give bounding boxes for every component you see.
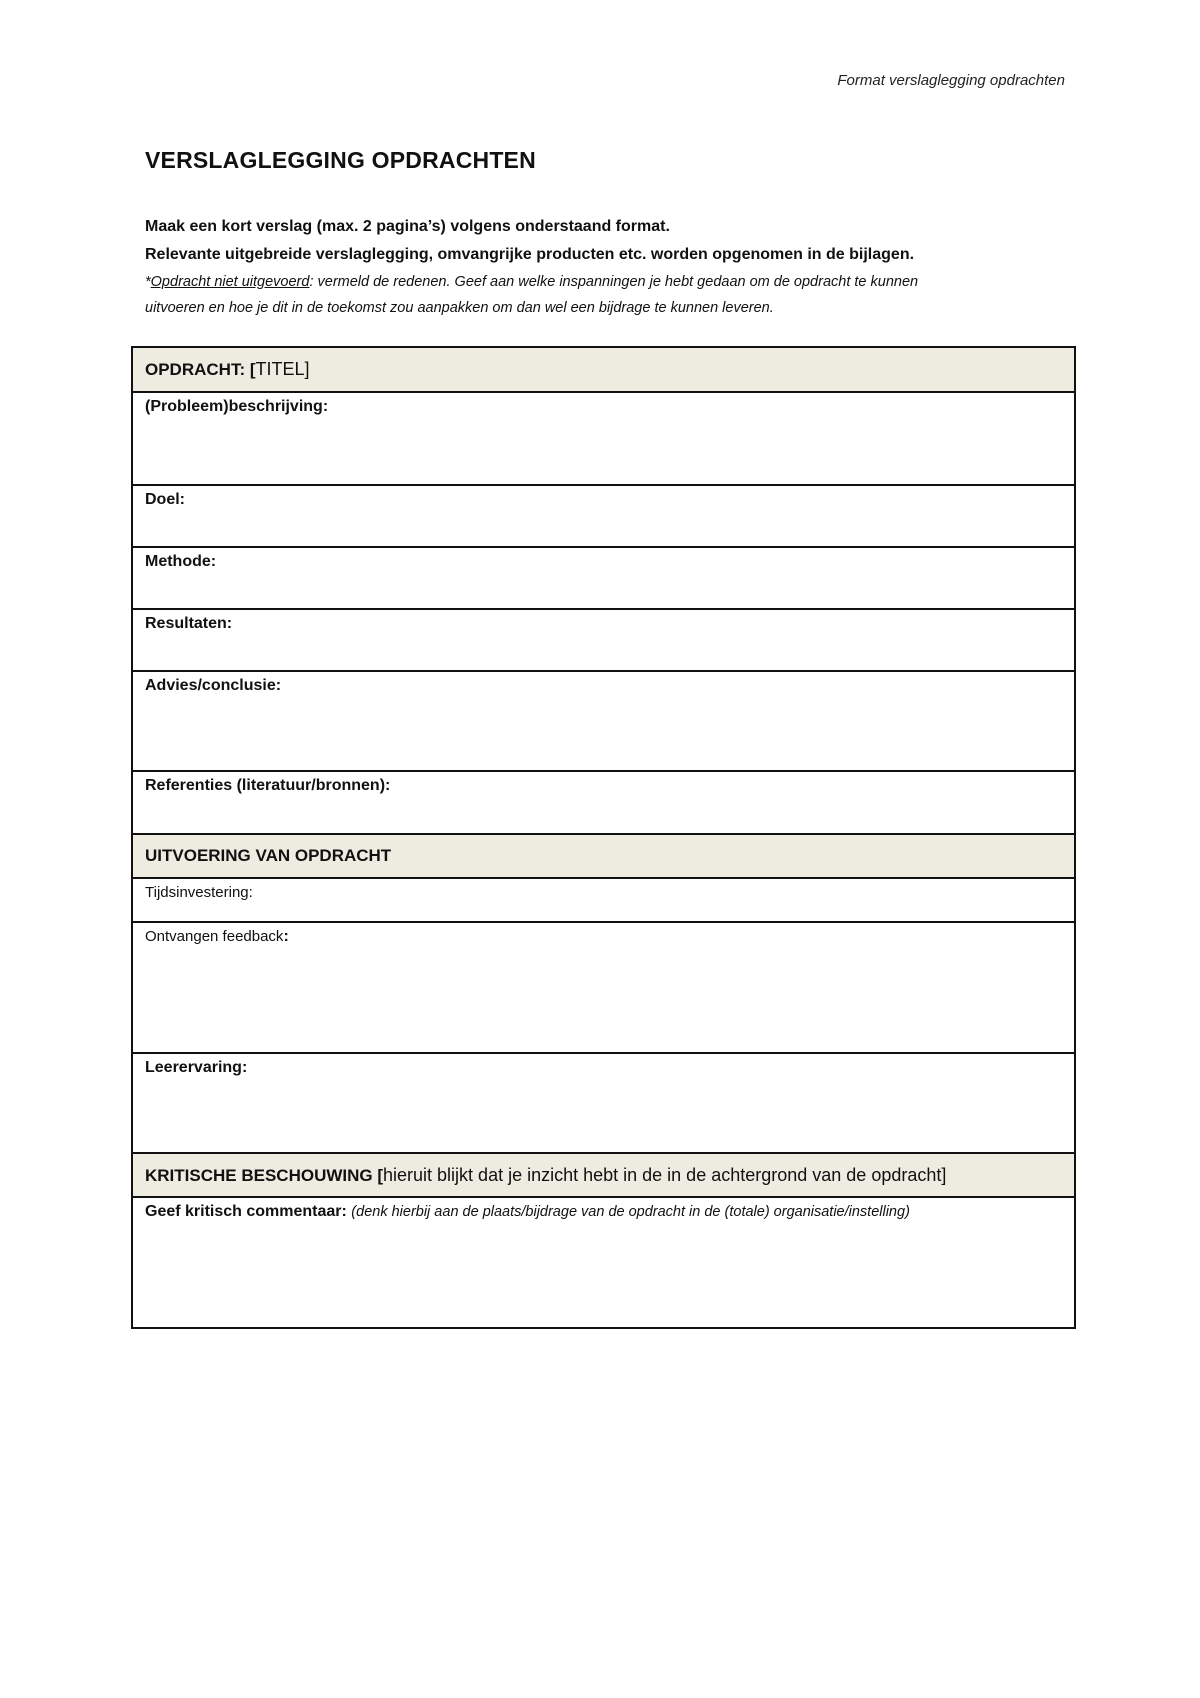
section-title-kritische-bracket: [ — [377, 1165, 384, 1185]
field-referenties[interactable] — [132, 771, 1075, 834]
form-row-doel — [132, 485, 1075, 547]
intro-note-text-1: : vermeld de redenen. Geef aan welke inspanningen je hebt gedaan om de opdracht te kunnen — [309, 274, 919, 290]
section-row-kritische-beschouwing — [132, 1153, 1075, 1197]
field-leerervaring[interactable] — [132, 1053, 1075, 1153]
field-advies-conclusie[interactable] — [132, 671, 1075, 771]
section-row-opdracht — [132, 347, 1075, 392]
field-resultaten[interactable] — [132, 609, 1075, 671]
label-leerervaring: Leerervaring: — [145, 1059, 248, 1076]
form-row-referenties — [132, 771, 1075, 834]
section-header-kritische-beschouwing — [132, 1153, 1075, 1197]
report-form-table — [131, 346, 1076, 1329]
label-ontvangen-feedback-colon: : — [283, 928, 289, 945]
field-methode[interactable] — [132, 547, 1075, 609]
label-referenties: Referenties (literatuur/bronnen): — [145, 777, 391, 794]
intro-note — [145, 269, 1065, 321]
section-title-opdracht-placeholder: TITEL] — [255, 359, 310, 379]
section-row-uitvoering — [132, 834, 1075, 878]
label-doel: Doel: — [145, 491, 185, 508]
section-header-opdracht — [132, 347, 1075, 392]
running-header: Format verslaglegging opdrachten — [837, 72, 1065, 89]
section-header-uitvoering — [132, 834, 1075, 878]
intro-block — [145, 213, 1065, 321]
field-doel[interactable] — [132, 485, 1075, 547]
label-tijdsinvestering: Tijdsinvestering: — [145, 884, 253, 901]
intro-note-text-2: uitvoeren en hoe je dit in de toekomst zou aanpakken om dan wel een bijdrage te kunnen leveren. — [145, 300, 774, 316]
section-title-kritische-beschouwing: KRITISCHE BESCHOUWING — [145, 1165, 378, 1185]
form-row-probleem — [132, 392, 1075, 485]
form-row-feedback — [132, 922, 1075, 1053]
section-title-kritische-subtitle: hieruit blijkt dat je inzicht hebt in de in de achtergrond van de opdracht] — [383, 1164, 947, 1185]
field-probleembeschrijving[interactable] — [132, 392, 1075, 485]
intro-note-prefix: * — [145, 274, 151, 290]
form-row-methode — [132, 547, 1075, 609]
field-ontvangen-feedback[interactable] — [132, 922, 1075, 1053]
intro-note-underlined: Opdracht niet uitgevoerd — [150, 274, 310, 290]
label-resultaten: Resultaten: — [145, 615, 233, 632]
form-row-tijdsinvestering — [132, 878, 1075, 922]
section-title-opdracht: OPDRACHT: — [145, 360, 250, 379]
label-kritisch-commentaar: Geef kritisch commentaar: — [145, 1203, 352, 1220]
form-row-resultaten — [132, 609, 1075, 671]
label-advies-conclusie: Advies/conclusie: — [145, 677, 282, 694]
field-kritisch-commentaar[interactable] — [132, 1197, 1075, 1328]
section-title-uitvoering: UITVOERING VAN OPDRACHT — [145, 846, 392, 865]
field-tijdsinvestering[interactable] — [132, 878, 1075, 922]
document-title: VERSLAGLEGGING OPDRACHTEN — [145, 147, 536, 173]
form-row-advies — [132, 671, 1075, 771]
intro-line-2: Relevante uitgebreide verslaglegging, omvangrijke producten etc. worden opgenomen in de bijlagen. — [145, 246, 915, 263]
hint-kritisch-commentaar: (denk hierbij aan de plaats/bijdrage van de opdracht in de (totale) organisatie/instelling) — [351, 1204, 910, 1220]
section-title-opdracht-bracket: [ — [249, 360, 256, 379]
label-probleembeschrijving: (Probleem)beschrijving: — [145, 398, 329, 415]
form-row-leerervaring — [132, 1053, 1075, 1153]
label-ontvangen-feedback: Ontvangen feedback — [145, 928, 284, 945]
label-methode: Methode: — [145, 553, 217, 570]
intro-line-1: Maak een kort verslag (max. 2 pagina’s) volgens onderstaand format. — [145, 218, 670, 235]
form-row-kritisch-commentaar — [132, 1197, 1075, 1328]
